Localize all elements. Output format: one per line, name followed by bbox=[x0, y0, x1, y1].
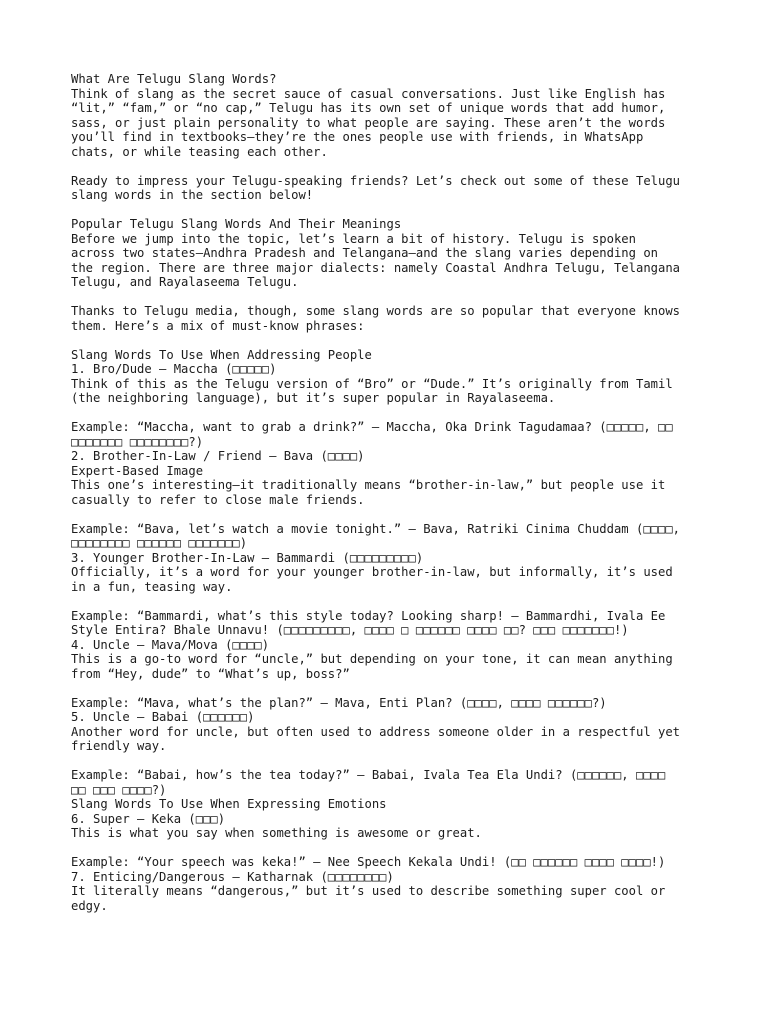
text-line: friendly way. bbox=[71, 739, 167, 753]
list-item-title: 2. Brother-In-Law / Friend – Bava (□□□□) bbox=[71, 449, 365, 463]
text-line: across two states—Andhra Pradesh and Telangana—and the slang varies depending on bbox=[71, 246, 658, 260]
text-line: It literally means “dangerous,” but it’s used to describe something super cool or bbox=[71, 884, 666, 898]
paragraph bbox=[71, 304, 711, 333]
text-line: them. Here’s a mix of must-know phrases: bbox=[71, 318, 365, 333]
text-line: Before we jump into the topic, let’s learn a bit of history. Telugu is spoken bbox=[71, 231, 636, 246]
section-heading: What Are Telugu Slang Words? bbox=[71, 72, 277, 86]
text-line: Think of slang as the secret sauce of casual conversations. Just like English has bbox=[71, 86, 666, 101]
section-heading: Popular Telugu Slang Words And Their Meanings bbox=[71, 217, 402, 231]
text-line: Officially, it’s a word for your younger brother-in-law, but informally, it’s used bbox=[71, 565, 673, 579]
image-caption: Expert-Based Image bbox=[71, 463, 204, 478]
example-line: Example: “Bava, let’s watch a movie tonight.” – Bava, Ratriki Cinima Chuddam (□□□□, bbox=[71, 521, 681, 536]
example-line: Example: “Mava, what’s the plan?” – Mava, Enti Plan? (□□□□, □□□□ □□□□□□?) bbox=[71, 695, 607, 710]
paragraph-gap bbox=[71, 841, 711, 856]
example-line: □□□□□□□ □□□□□□□□?) bbox=[71, 434, 204, 449]
text-line: edgy. bbox=[71, 898, 108, 913]
text-line: Ready to impress your Telugu-speaking friends? Let’s check out some of these Telugu bbox=[71, 173, 681, 188]
example-line: Example: “Babai, how’s the tea today?” – Babai, Ivala Tea Ela Undi? (□□□□□□, □□□□ bbox=[71, 768, 666, 782]
paragraph-gap bbox=[71, 290, 711, 305]
text-line: This is a go-to word for “uncle,” but depending on your tone, it can mean anything bbox=[71, 652, 673, 666]
text-line: (the neighboring language), but it’s super popular in Rayalaseema. bbox=[71, 391, 556, 405]
example-line: Style Entira? Bhale Unnavu! (□□□□□□□□□, □□□□ □ □□□□□□ □□□□ □□? □□□ □□□□□□□!) bbox=[71, 623, 629, 637]
paragraph-gap bbox=[71, 754, 711, 769]
paragraph bbox=[71, 217, 711, 290]
text-line: in a fun, teasing way. bbox=[71, 579, 233, 594]
example-line: □□ □□□ □□□□?) bbox=[71, 782, 167, 797]
paragraph-gap bbox=[71, 406, 711, 421]
text-line: Another word for uncle, but often used to address someone older in a respectful yet bbox=[71, 724, 681, 739]
text-line: This is what you say when something is awesome or great. bbox=[71, 826, 482, 840]
list-item-title: 3. Younger Brother-In-Law – Bammardi (□□□□□□□□□) bbox=[71, 550, 424, 565]
text-line: chats, or while teasing each other. bbox=[71, 144, 328, 159]
paragraph-gap bbox=[71, 203, 711, 218]
text-line: “lit,” “fam,” or “no cap,” Telugu has its own set of unique words that add humor, bbox=[71, 101, 666, 115]
text-line: casually to refer to close male friends. bbox=[71, 492, 365, 507]
example-line: □□□□□□□□ □□□□□□ □□□□□□□) bbox=[71, 536, 248, 550]
text-line: Telugu, and Rayalaseema Telugu. bbox=[71, 275, 299, 289]
paragraph bbox=[71, 348, 711, 406]
text-line: slang words in the section below! bbox=[71, 188, 314, 202]
list-item-title: 1. Bro/Dude – Maccha (□□□□□) bbox=[71, 362, 277, 376]
paragraph bbox=[71, 696, 711, 754]
paragraph-gap bbox=[71, 681, 711, 696]
list-item-title: 7. Enticing/Dangerous – Katharnak (□□□□□□□□) bbox=[71, 869, 394, 884]
text-line: from “Hey, dude” to “What’s up, boss?” bbox=[71, 666, 350, 681]
text-line: Think of this as the Telugu version of “Bro” or “Dude.” It’s originally from Tamil bbox=[71, 376, 673, 391]
text-line: Thanks to Telugu media, though, some slang words are so popular that everyone knows bbox=[71, 304, 681, 318]
paragraph bbox=[71, 72, 711, 159]
paragraph bbox=[71, 768, 711, 841]
text-line: This one’s interesting—it traditionally means “brother-in-law,” but people use it bbox=[71, 478, 666, 492]
paragraph bbox=[71, 855, 711, 913]
example-line: Example: “Your speech was keka!” – Nee Speech Kekala Undi! (□□ □□□□□□ □□□□ □□□□!) bbox=[71, 855, 666, 869]
paragraph-gap bbox=[71, 507, 711, 522]
text-line: the region. There are three major dialects: namely Coastal Andhra Telugu, Telangana bbox=[71, 260, 681, 275]
paragraph bbox=[71, 522, 711, 595]
paragraph bbox=[71, 420, 711, 507]
paragraph-gap bbox=[71, 594, 711, 609]
document-body bbox=[71, 72, 711, 913]
paragraph-gap bbox=[71, 333, 711, 348]
text-line: you’ll find in textbooks—they’re the ones people use with friends, in WhatsApp bbox=[71, 130, 644, 144]
paragraph bbox=[71, 609, 711, 682]
example-line: Example: “Maccha, want to grab a drink?” – Maccha, Oka Drink Tagudamaa? (□□□□□, □□ bbox=[71, 420, 673, 434]
text-line: sass, or just plain personality to what people are saying. These aren’t the words bbox=[71, 115, 666, 130]
example-line: Example: “Bammardi, what’s this style today? Looking sharp! – Bammardhi, Ivala Ee bbox=[71, 608, 666, 623]
paragraph-gap bbox=[71, 159, 711, 174]
list-item-title: 6. Super – Keka (□□□) bbox=[71, 811, 226, 826]
section-heading: Slang Words To Use When Expressing Emotions bbox=[71, 797, 387, 811]
paragraph bbox=[71, 174, 711, 203]
list-item-title: 5. Uncle – Babai (□□□□□□) bbox=[71, 710, 255, 724]
section-heading: Slang Words To Use When Addressing People bbox=[71, 347, 372, 362]
list-item-title: 4. Uncle – Mava/Mova (□□□□) bbox=[71, 637, 270, 652]
